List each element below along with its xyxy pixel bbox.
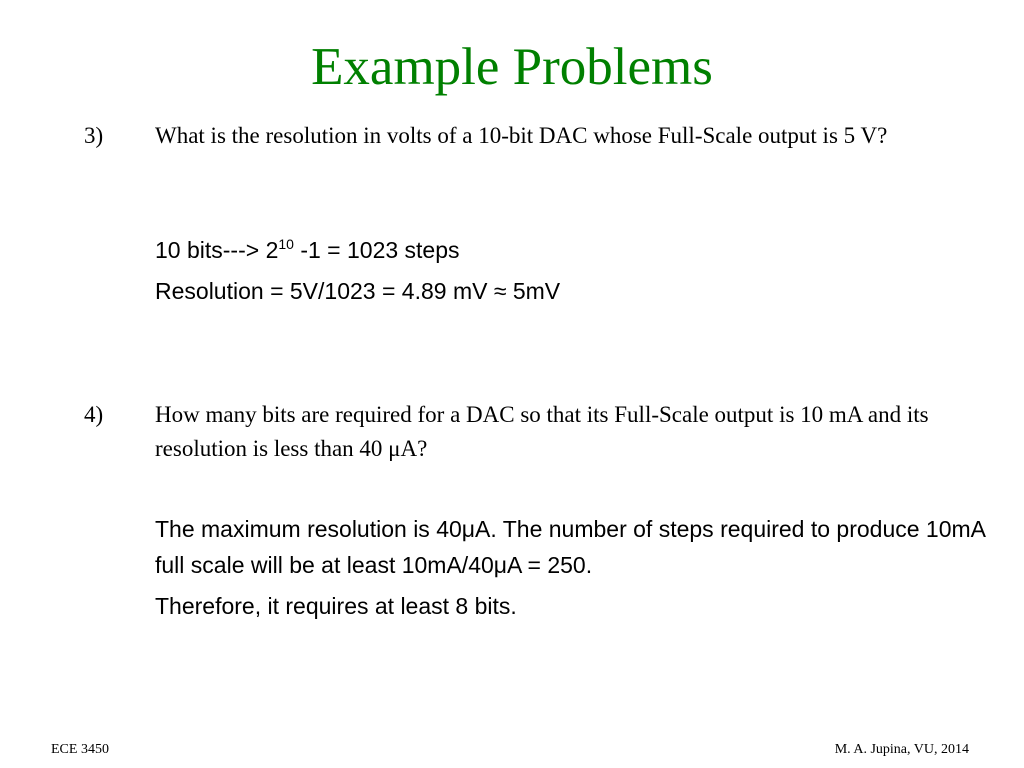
problem-3-answer-resolution: Resolution = 5V/1023 = 4.89 mV ≈ 5mV — [155, 278, 561, 304]
problem-4-answer-bits: Therefore, it requires at least 8 bits. — [155, 593, 517, 619]
problem-3-steps-suffix: -1 = 1023 steps — [293, 237, 460, 263]
slide-title: Example Problems — [311, 38, 713, 96]
problem-4-answer-steps: The maximum resolution is 40μA. The number of steps required to produce 10mA full scale will be at least 10mA/40μA = 250. — [155, 516, 985, 578]
footer-author: M. A. Jupina, VU, 2014 — [834, 742, 969, 757]
problem-4-number: 4) — [84, 402, 104, 427]
problem-3-answer-steps — [155, 232, 985, 268]
problem-3-question: What is the resolution in volts of a 10-bit DAC whose Full-Scale output is 5 V? — [155, 123, 888, 148]
problem-3-steps-prefix: 10 bits---> 2 — [155, 237, 279, 263]
footer-course: ECE 3450 — [51, 742, 109, 757]
problem-4-question: How many bits are required for a DAC so that its Full-Scale output is 10 mA and its resolution is less than 40 μA? — [155, 402, 929, 461]
problem-3-steps-exponent: 10 — [278, 236, 294, 252]
problem-3-number: 3) — [84, 123, 104, 148]
